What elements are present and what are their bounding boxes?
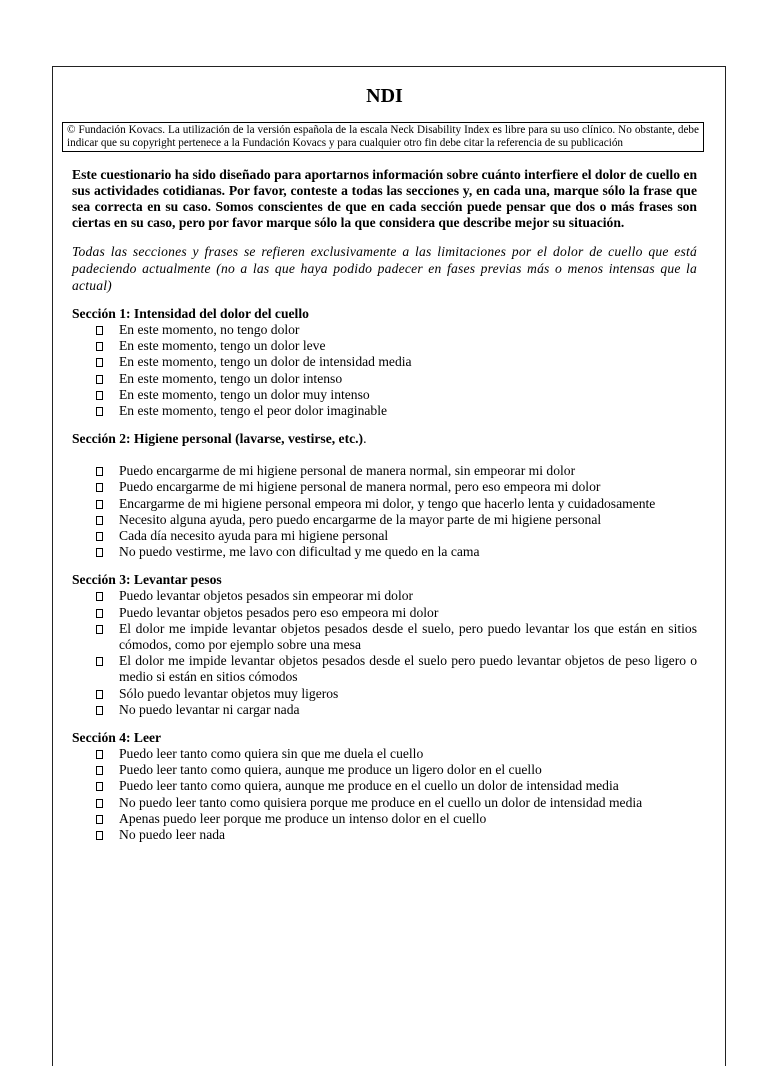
section-title: [72, 431, 697, 447]
section-title: Sección 3: Levantar pesos: [72, 572, 222, 588]
checkbox-icon[interactable]: [96, 483, 103, 492]
option-label: Cada día necesito ayuda para mi higiene personal: [119, 528, 389, 544]
option-label: Puedo leer tanto como quiera sin que me duela el cuello: [119, 746, 424, 762]
option-list: [72, 322, 697, 419]
option-item[interactable]: [72, 778, 697, 794]
option-label: Sólo puedo levantar objetos muy ligeros: [119, 685, 339, 701]
option-label: Apenas puedo leer porque me produce un intenso dolor en el cuello: [119, 810, 487, 826]
option-list: [72, 746, 697, 843]
checkbox-icon[interactable]: [96, 657, 103, 666]
option-item[interactable]: [72, 371, 697, 387]
option-label: Necesito alguna ayuda, pero puedo encargarme de la mayor parte de mi higiene personal: [119, 511, 602, 527]
option-list: [72, 588, 697, 718]
section-title: Sección 4: Leer: [72, 730, 162, 746]
option-item[interactable]: [72, 544, 697, 560]
checkbox-icon[interactable]: [96, 766, 103, 775]
option-item[interactable]: [72, 811, 697, 827]
checkbox-icon[interactable]: [96, 750, 103, 759]
option-label: Puedo leer tanto como quiera, aunque me produce en el cuello un dolor de intensidad media: [119, 778, 619, 794]
checkbox-icon[interactable]: [96, 548, 103, 557]
document-title: NDI: [366, 85, 403, 107]
option-label: El dolor me impide levantar objetos pesados desde el suelo pero puedo levantar objetos de peso ligero o medio si están en sitios cómodos: [119, 653, 697, 685]
option-item[interactable]: [72, 463, 697, 479]
option-item[interactable]: [72, 605, 697, 621]
checkbox-icon[interactable]: [96, 782, 103, 791]
option-label: Puedo encargarme de mi higiene personal de manera normal, sin empeorar mi dolor: [119, 463, 576, 479]
checkbox-icon[interactable]: [96, 609, 103, 618]
option-label: En este momento, tengo un dolor leve: [119, 338, 326, 354]
checkbox-icon[interactable]: [96, 326, 103, 335]
checkbox-icon[interactable]: [96, 391, 103, 400]
option-label: Puedo levantar objetos pesados sin empeorar mi dolor: [119, 588, 414, 604]
option-item[interactable]: [72, 354, 697, 370]
checkbox-icon[interactable]: [96, 690, 103, 699]
checkbox-icon[interactable]: [96, 532, 103, 541]
option-label: En este momento, no tengo dolor: [119, 322, 300, 337]
checkbox-icon[interactable]: [96, 592, 103, 601]
italic-note: Todas las secciones y frases se refieren exclusivamente a las limitaciones por el dolor de cuello que está padeciendo actualmente (no a las que haya podido padecer en fases previas más o menos intensas que la actual): [72, 244, 697, 293]
checkbox-icon[interactable]: [96, 407, 103, 416]
option-label: Encargarme de mi higiene personal empeora mi dolor, y tengo que hacerlo lenta y cuidadosamente: [119, 495, 656, 511]
option-item[interactable]: [72, 512, 697, 528]
option-label: Puedo leer tanto como quiera, aunque me produce un ligero dolor en el cuello: [119, 762, 542, 778]
option-item[interactable]: [72, 621, 697, 653]
option-item[interactable]: [72, 479, 697, 495]
section-title-suffix: .: [363, 431, 367, 447]
checkbox-icon[interactable]: [96, 500, 103, 509]
option-item[interactable]: [72, 322, 697, 338]
option-label: En este momento, tengo un dolor de intensidad media: [119, 354, 412, 370]
option-label: No puedo leer tanto como quisiera porque me produce en el cuello un dolor de intensidad media: [119, 794, 643, 810]
option-item[interactable]: [72, 702, 697, 718]
checkbox-icon[interactable]: [96, 375, 103, 384]
checkbox-icon[interactable]: [96, 831, 103, 840]
option-label: En este momento, tengo un dolor muy intenso: [119, 386, 370, 402]
section-title: Sección 1: Intensidad del dolor del cuello: [72, 306, 309, 321]
option-label: El dolor me impide levantar objetos pesados desde el suelo, pero puedo levantar los que están en sitios cómodos, como por ejemplo sobre una mesa: [119, 620, 697, 653]
checkbox-icon[interactable]: [96, 706, 103, 715]
option-item[interactable]: [72, 827, 697, 843]
option-label: Puedo encargarme de mi higiene personal de manera normal, pero eso empeora mi dolor: [119, 479, 601, 495]
option-label: No puedo vestirme, me lavo con dificultad y me quedo en la cama: [119, 544, 480, 560]
option-item[interactable]: [72, 528, 697, 544]
section-3: [72, 572, 697, 718]
section-4: [72, 730, 697, 843]
option-item[interactable]: [72, 588, 697, 604]
copyright-notice: © Fundación Kovacs. La utilización de la versión española de la escala Neck Disability Index es libre para su uso clínico. No obstante, debe indicar que su copyright pertenece a la Fundación Kovacs y para cualquier otro fin debe citar la referencia de su publicación: [62, 122, 704, 152]
option-item[interactable]: [72, 746, 697, 762]
section-1: [72, 306, 697, 419]
checkbox-icon[interactable]: [96, 358, 103, 367]
checkbox-icon[interactable]: [96, 467, 103, 476]
section-title-text: Sección 2: Higiene personal (lavarse, vestirse, etc.): [72, 431, 364, 447]
option-label: Puedo levantar objetos pesados pero eso empeora mi dolor: [119, 604, 439, 620]
checkbox-icon[interactable]: [96, 799, 103, 808]
option-item[interactable]: [72, 653, 697, 685]
option-list: [72, 463, 697, 560]
option-item[interactable]: [72, 387, 697, 403]
checkbox-icon[interactable]: [96, 342, 103, 351]
checkbox-icon[interactable]: [96, 516, 103, 525]
document-content: [67, 84, 699, 843]
option-item[interactable]: [72, 795, 697, 811]
option-label: En este momento, tengo un dolor intenso: [119, 370, 343, 386]
option-label: No puedo levantar ni cargar nada: [119, 701, 300, 717]
section-2: [72, 431, 697, 560]
checkbox-icon[interactable]: [96, 625, 103, 634]
option-label: En este momento, tengo el peor dolor imaginable: [119, 403, 388, 419]
option-item[interactable]: [72, 762, 697, 778]
option-item[interactable]: [72, 686, 697, 702]
option-item[interactable]: [72, 496, 697, 512]
option-item[interactable]: [72, 403, 697, 419]
intro-paragraph: Este cuestionario ha sido diseñado para aportarnos información sobre cuánto interfiere el dolor de cuello en sus actividades cotidianas. Por favor, conteste a todas las secciones y, en cada una, marque sólo la frase que sea correcta en su caso. Somos conscientes de que en cada sección puede pensar que dos o más frases son ciertas en su caso, pero por favor marque sólo la que considera que describe mejor su situación.: [72, 167, 697, 230]
option-item[interactable]: [72, 338, 697, 354]
checkbox-icon[interactable]: [96, 815, 103, 824]
option-label: No puedo leer nada: [119, 827, 226, 843]
